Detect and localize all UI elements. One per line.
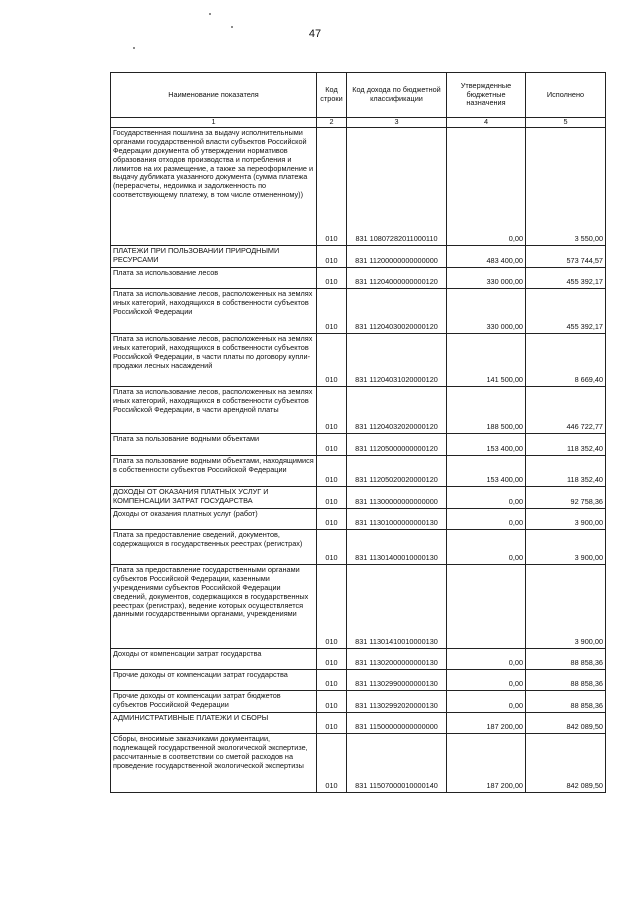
row-approved: 0,00	[447, 509, 526, 530]
row-kbk: 831 11500000000000000	[347, 713, 447, 734]
table-row	[111, 387, 606, 434]
row-approved: 0,00	[447, 530, 526, 565]
row-name: АДМИНИСТРАТИВНЫЕ ПЛАТЕЖИ И СБОРЫ	[111, 713, 317, 734]
row-kbk: 831 11204031020000120	[347, 334, 447, 387]
row-code: 010	[317, 268, 347, 289]
row-kbk: 831 11204000000000120	[347, 268, 447, 289]
table-row	[111, 434, 606, 456]
row-approved: 153 400,00	[447, 434, 526, 456]
row-code: 010	[317, 691, 347, 713]
page-number: 47	[308, 28, 322, 40]
header-classification-code: Код дохода по бюджетной классификации	[347, 73, 447, 118]
table-row	[111, 713, 606, 734]
table-row	[111, 565, 606, 649]
row-approved	[447, 565, 526, 649]
scan-speck	[133, 47, 135, 49]
row-executed: 446 722,77	[526, 387, 606, 434]
row-name: ДОХОДЫ ОТ ОКАЗАНИЯ ПЛАТНЫХ УСЛУГ И КОМПЕНСАЦИИ ЗАТРАТ ГОСУДАРСТВА	[111, 487, 317, 509]
row-name: Государственная пошлина за выдачу исполнительными органами государственной власти субъектов Российской Федерации документа об утверждении нормативов образования отходов производства и потребления и лимитов на их размещение, а также за переоформление и выдачу дубликата указанного документа (сумма платежа (перерасчеты, недоимка и задолженность по соответствующему платежу, в том числе отмененному))	[111, 128, 317, 246]
row-name: Доходы от компенсации затрат государства	[111, 649, 317, 670]
row-name: Плата за пользование водными объектами	[111, 434, 317, 456]
row-executed: 455 392,17	[526, 268, 606, 289]
row-code: 010	[317, 456, 347, 487]
row-name: ПЛАТЕЖИ ПРИ ПОЛЬЗОВАНИИ ПРИРОДНЫМИ РЕСУРСАМИ	[111, 246, 317, 268]
row-code: 010	[317, 246, 347, 268]
table-row	[111, 670, 606, 691]
row-kbk: 831 11301400010000130	[347, 530, 447, 565]
row-code: 010	[317, 509, 347, 530]
row-executed: 118 352,40	[526, 434, 606, 456]
row-name: Плата за предоставление сведений, документов, содержащихся в государственных реестрах (регистрах)	[111, 530, 317, 565]
row-name: Плата за использование лесов	[111, 268, 317, 289]
scan-speck	[231, 26, 233, 28]
row-code: 010	[317, 670, 347, 691]
table-row	[111, 509, 606, 530]
row-approved: 187 200,00	[447, 713, 526, 734]
table-row	[111, 246, 606, 268]
row-approved: 330 000,00	[447, 289, 526, 334]
table-row	[111, 649, 606, 670]
row-code: 010	[317, 334, 347, 387]
header-approved: Утвержденные бюджетные назначения	[447, 73, 526, 118]
table-row	[111, 530, 606, 565]
row-executed: 3 900,00	[526, 509, 606, 530]
table-row	[111, 734, 606, 793]
row-name: Плата за использование лесов, расположенных на землях иных категорий, находящихся в собственности субъектов Российской Федерации	[111, 289, 317, 334]
row-kbk: 831 11302990000000130	[347, 670, 447, 691]
column-number: 4	[447, 118, 526, 128]
row-executed: 842 089,50	[526, 734, 606, 793]
row-code: 010	[317, 434, 347, 456]
row-executed: 118 352,40	[526, 456, 606, 487]
table-row	[111, 289, 606, 334]
table-row	[111, 691, 606, 713]
row-executed: 88 858,36	[526, 649, 606, 670]
row-kbk: 831 11302000000000130	[347, 649, 447, 670]
row-executed: 3 900,00	[526, 530, 606, 565]
row-executed: 3 900,00	[526, 565, 606, 649]
row-approved: 187 200,00	[447, 734, 526, 793]
column-number: 1	[111, 118, 317, 128]
row-code: 010	[317, 565, 347, 649]
header-row	[111, 73, 606, 118]
row-name: Сборы, вносимые заказчиками документации, подлежащей государственной экологической экспертизе, рассчитанные в соответствии со сметой расходов на проведение государственной экологической экспертизы	[111, 734, 317, 793]
scan-speck	[209, 13, 211, 15]
row-code: 010	[317, 734, 347, 793]
row-name: Плата за использование лесов, расположенных на землях иных категорий, находящихся в собственности субъектов Российской Федерации, в части платы по договору купли-продажи лесных насаждений	[111, 334, 317, 387]
row-executed: 573 744,57	[526, 246, 606, 268]
row-code: 010	[317, 387, 347, 434]
row-kbk: 831 11302992020000130	[347, 691, 447, 713]
row-name: Плата за пользование водными объектами, находящимися в собственности субъектов Российской Федерации	[111, 456, 317, 487]
revenue-table	[110, 72, 606, 793]
column-number: 5	[526, 118, 606, 128]
header-indicator-name: Наименование показателя	[111, 73, 317, 118]
row-code: 010	[317, 289, 347, 334]
row-executed: 88 858,36	[526, 691, 606, 713]
row-code: 010	[317, 713, 347, 734]
row-approved: 483 400,00	[447, 246, 526, 268]
row-kbk: 831 11205020020000120	[347, 456, 447, 487]
row-name: Доходы от оказания платных услуг (работ)	[111, 509, 317, 530]
row-kbk: 831 10807282011000110	[347, 128, 447, 246]
header-line-code: Код строки	[317, 73, 347, 118]
column-number: 2	[317, 118, 347, 128]
row-kbk: 831 11507000010000140	[347, 734, 447, 793]
column-number: 3	[347, 118, 447, 128]
row-name: Плата за использование лесов, расположенных на землях иных категорий, находящихся в собственности субъектов Российской Федерации, в части арендной платы	[111, 387, 317, 434]
row-approved: 0,00	[447, 128, 526, 246]
row-kbk: 831 11204030020000120	[347, 289, 447, 334]
row-executed: 88 858,36	[526, 670, 606, 691]
row-kbk: 831 11204032020000120	[347, 387, 447, 434]
row-kbk: 831 11205000000000120	[347, 434, 447, 456]
row-executed: 8 669,40	[526, 334, 606, 387]
row-executed: 842 089,50	[526, 713, 606, 734]
row-approved: 153 400,00	[447, 456, 526, 487]
row-approved: 0,00	[447, 691, 526, 713]
row-executed: 92 758,36	[526, 487, 606, 509]
row-approved: 0,00	[447, 670, 526, 691]
row-kbk: 831 11301410010000130	[347, 565, 447, 649]
table-row	[111, 487, 606, 509]
row-approved: 141 500,00	[447, 334, 526, 387]
table-row	[111, 456, 606, 487]
row-approved: 188 500,00	[447, 387, 526, 434]
column-number-row	[111, 118, 606, 128]
row-name: Прочие доходы от компенсации затрат государства	[111, 670, 317, 691]
row-approved: 330 000,00	[447, 268, 526, 289]
row-code: 010	[317, 487, 347, 509]
row-kbk: 831 11200000000000000	[347, 246, 447, 268]
row-kbk: 831 11301000000000130	[347, 509, 447, 530]
table-row	[111, 128, 606, 246]
header-executed: Исполнено	[526, 73, 606, 118]
row-kbk: 831 11300000000000000	[347, 487, 447, 509]
row-code: 010	[317, 530, 347, 565]
row-name: Прочие доходы от компенсации затрат бюджетов субъектов Российской Федерации	[111, 691, 317, 713]
row-code: 010	[317, 649, 347, 670]
row-name: Плата за предоставление государственными органами субъектов Российской Федерации, казенными учреждениями субъектов Российской Федерации сведений, документов, содержащихся в государственных реестрах (регистрах), ведение которых осуществляется данными государственными органами, учреждениями	[111, 565, 317, 649]
row-code: 010	[317, 128, 347, 246]
row-approved: 0,00	[447, 649, 526, 670]
row-executed: 3 550,00	[526, 128, 606, 246]
table-row	[111, 334, 606, 387]
row-executed: 455 392,17	[526, 289, 606, 334]
row-approved: 0,00	[447, 487, 526, 509]
table-row	[111, 268, 606, 289]
